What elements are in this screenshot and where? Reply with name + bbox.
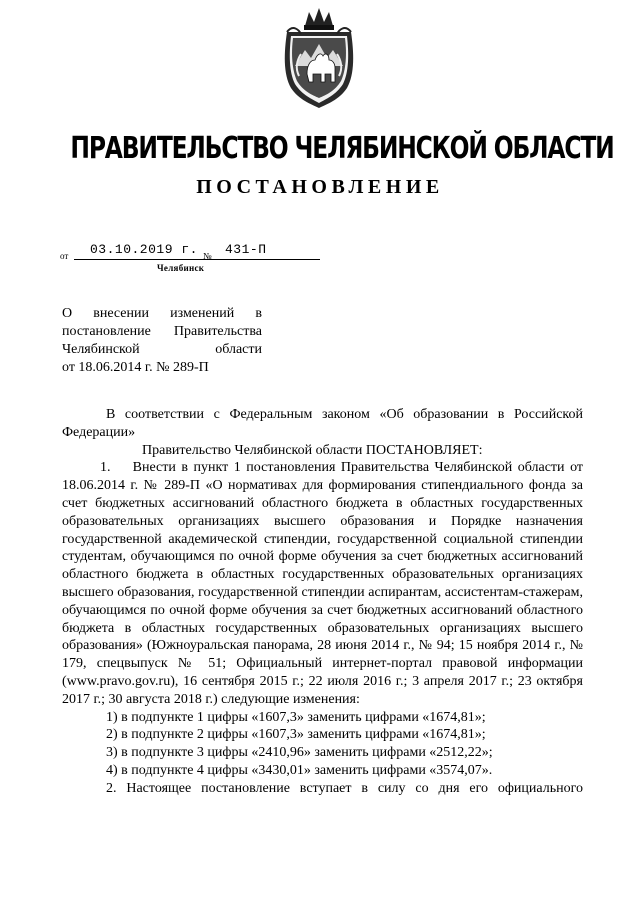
document-number: 431-П (225, 242, 267, 257)
city-name: Челябинск (157, 263, 205, 273)
preamble-paragraph: В соответствии с Федеральным законом «Об образовании в Российской Федерации» (62, 407, 583, 440)
date-prefix-label: от (60, 251, 69, 261)
number-underline (213, 259, 320, 260)
number-prefix-label: № (203, 251, 212, 261)
document-body (62, 406, 583, 798)
document-subject (62, 305, 262, 377)
document-date: 03.10.2019 г. (90, 242, 198, 257)
document-meta (60, 244, 360, 274)
item-1-paragraph: 1. Внести в пункт 1 постановления Правительства Челябинской области от 18.06.2014 г. № 289-П «О нормативах для формирования стипендиального фонда за счет бюджетных ассигнований областного бюджета в областных государственных образовательных организациях высшего образования и Порядке назначения государственной академической стипендии, государственной социальной стипендии студентам, обучающимся по очной форме обучения за счет бюджетных ассигнований областного бюджета в областных государственных образовательных организациях высшего образования, государственной стипендии аспирантам, ассистентам-стажерам, обучающимся по очной форме обучения за счет бюджетных ассигнований областного бюджета в областных государственных образовательных организациях высшего образования» (Южноуральская панорама, 28 июня 2014 г., № 94; 15 ноября 2014 г., № 179, спецвыпуск № 51; Официальный интернет-портал правовой информации (www.pravo.gov.ru), 16 сентября 2015 г.; 22 июля 2016 г.; 3 апреля 2017 г.; 23 октября 2017 г.; 30 августа 2018 г.) следующие изменения: (62, 460, 583, 707)
subject-line: от 18.06.2014 г. № 289-П (62, 360, 209, 375)
document-type-title: ПОСТАНОВЛЕНИЕ (196, 176, 444, 198)
resolves-paragraph: Правительство Челябинской области ПОСТАНОВЛЯЕТ: (142, 442, 483, 458)
subject-line: О внесении изменений в (62, 306, 262, 321)
change-item: 4) в подпункте 4 цифры «3430,01» заменить цифрами «3574,07». (106, 762, 493, 778)
subject-line: постановление Правительства (62, 324, 262, 339)
coat-of-arms-emblem (281, 4, 357, 110)
organization-title: ПРАВИТЕЛЬСТВО ЧЕЛЯБИНСКОЙ ОБЛАСТИ (70, 131, 614, 166)
subject-line: Челябинской области (62, 342, 262, 357)
change-item: 3) в подпункте 3 цифры «2410,96» заменить цифрами «2512,22»; (106, 745, 493, 761)
item-2-paragraph: 2. Настоящее постановление вступает в силу со дня его официального (106, 780, 583, 796)
change-item: 2) в подпункте 2 цифры «1607,3» заменить цифрами «1674,81»; (106, 727, 486, 743)
change-item: 1) в подпункте 1 цифры «1607,3» заменить цифрами «1674,81»; (106, 709, 486, 725)
